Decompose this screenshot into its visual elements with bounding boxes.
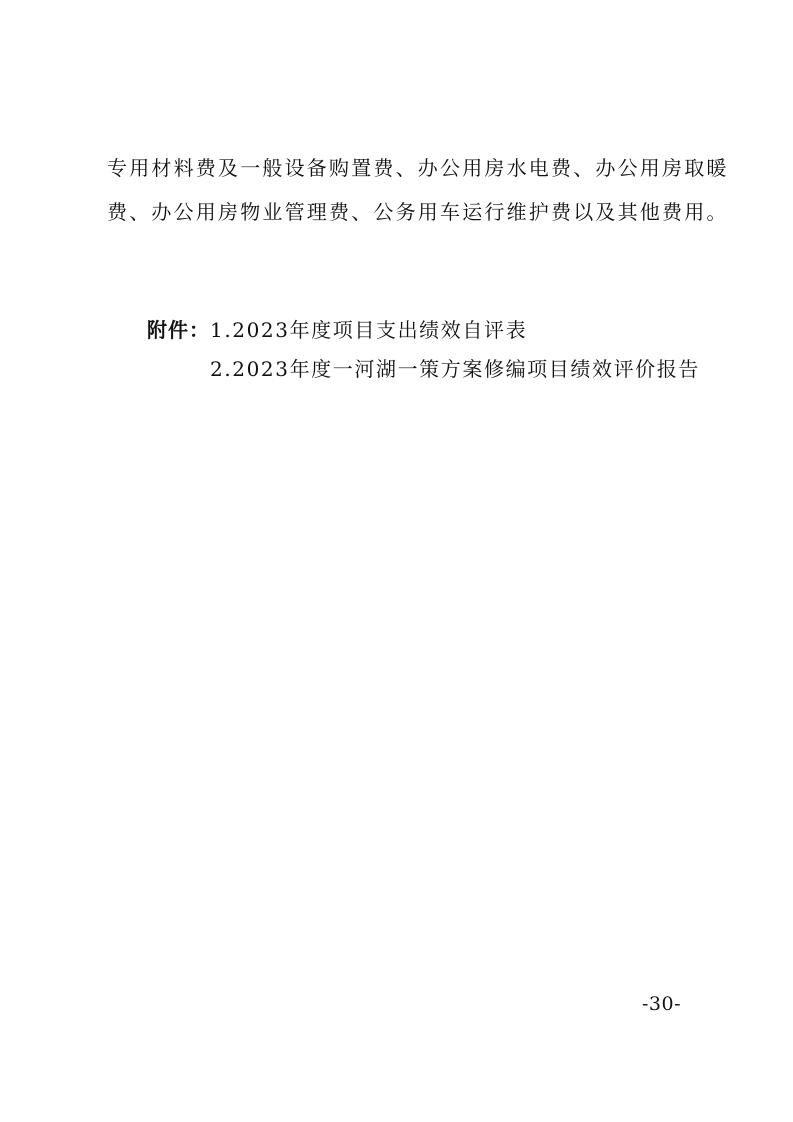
page-number: -30- [642,993,682,1015]
body-text-line: 专用材料费及一般设备购置费、办公用房水电费、办公用房取暖 [107,156,729,180]
attachments-label: 附件： [147,318,210,342]
attachment-title-2[interactable]: 2.2023年度一河湖一策方案修编项目绩效评价报告 [210,357,700,381]
attachment-title-1[interactable]: 1.2023年度项目支出绩效自评表 [210,318,528,342]
attachment-item-2 [210,357,700,381]
body-text-line: 费、办公用房物业管理费、公务用车运行维护费以及其他费用。 [107,200,729,224]
attachment-item-1 [147,318,527,342]
